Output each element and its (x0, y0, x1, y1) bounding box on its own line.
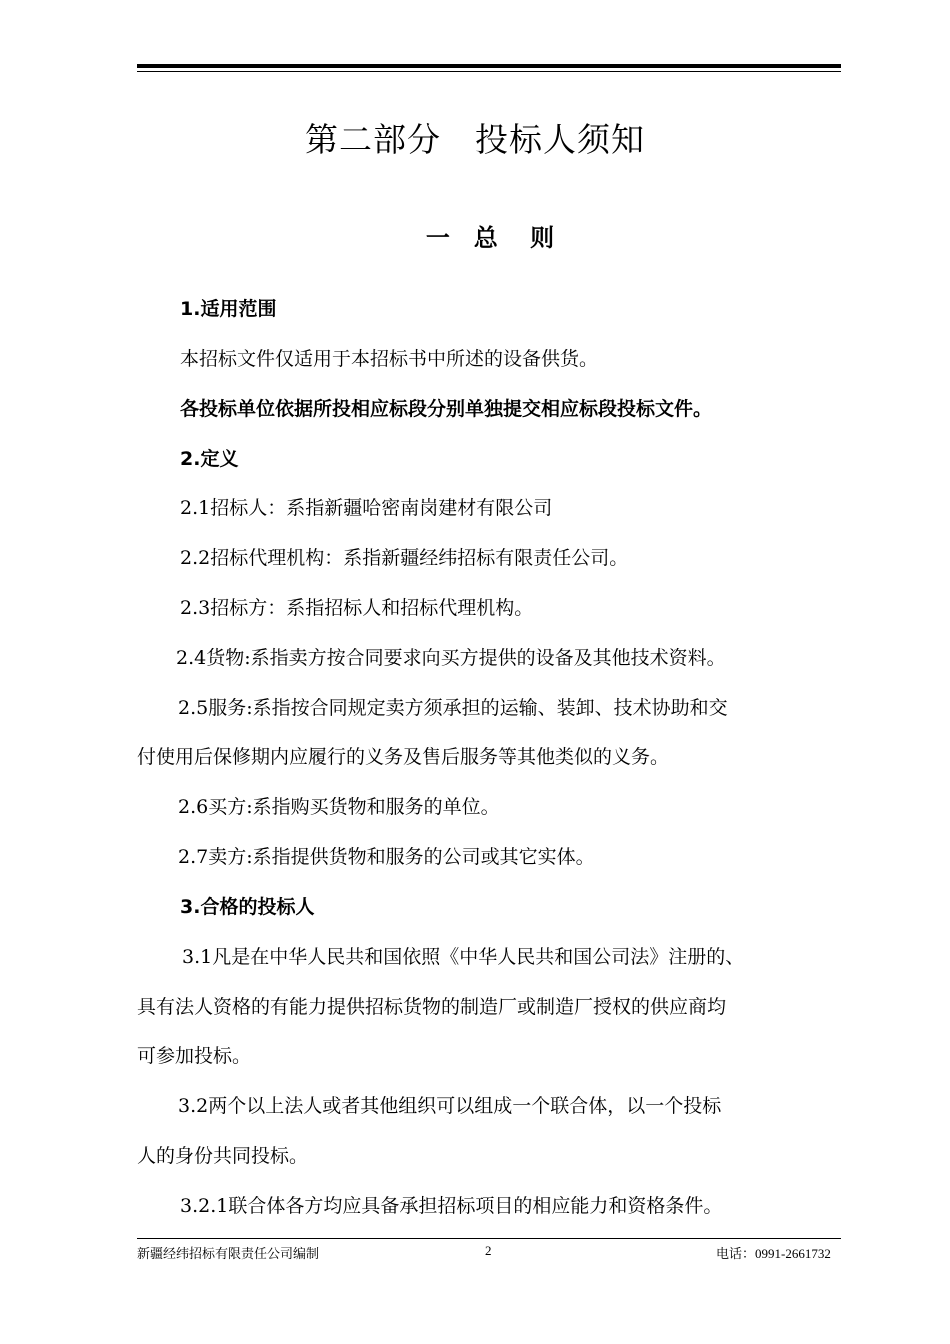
paragraph-line: 3.2两个以上法人或者其他组织可以组成一个联合体，以一个投标 (178, 1095, 722, 1117)
paragraph-line: 本招标文件仅适用于本招标书中所述的设备供货。 (180, 348, 599, 370)
paragraph-line: 2.4货物:系指卖方按合同要求向买方提供的设备及其他技术资料。 (176, 647, 726, 669)
header-rule-thick (137, 64, 841, 68)
paragraph-line: 2.5服务:系指按合同规定卖方须承担的运输、装卸、技术协助和交 (178, 697, 728, 719)
paragraph-line: 2.6买方:系指购买货物和服务的单位。 (178, 796, 500, 818)
paragraph-line: 3.2.1联合体各方均应具备承担招标项目的相应能力和资格条件。 (180, 1195, 723, 1217)
heading-definitions: 2.定义 (180, 448, 239, 470)
paragraph-line: 付使用后保修期内应履行的义务及售后服务等其他类似的义务。 (137, 746, 670, 768)
paragraph-line: 2.3招标方：系指招标人和招标代理机构。 (180, 597, 534, 619)
page-number: 2 (485, 1243, 492, 1258)
paragraph-line-bold: 各投标单位依据所投相应标段分别单独提交相应标段投标文件。 (180, 398, 713, 420)
footer-rule (137, 1238, 841, 1239)
footer-company: 新疆经纬招标有限责任公司编制 (137, 1246, 320, 1261)
paragraph-line: 2.1招标人：系指新疆哈密南岗建材有限公司 (180, 497, 553, 519)
page-title: 第二部分 投标人须知 (305, 120, 645, 159)
paragraph-line: 人的身份共同投标。 (137, 1145, 309, 1167)
paragraph-line: 2.2招标代理机构：系指新疆经纬招标有限责任公司。 (180, 547, 629, 569)
footer-phone: 电话：0991-2661732 (716, 1246, 831, 1261)
paragraph-line: 2.7卖方:系指提供货物和服务的公司或其它实体。 (178, 846, 595, 868)
paragraph-line: 可参加投标。 (137, 1045, 252, 1067)
heading-qualified-bidder: 3.合格的投标人 (180, 896, 315, 918)
section-heading: 一 总 则 (425, 224, 555, 252)
header-rule-thin (137, 71, 841, 72)
paragraph-line: 具有法人资格的有能力提供招标货物的制造厂或制造厂授权的供应商均 (137, 996, 727, 1018)
paragraph-line: 3.1凡是在中华人民共和国依照《中华人民共和国公司法》注册的、 (182, 946, 745, 968)
heading-scope: 1.适用范围 (180, 298, 277, 320)
